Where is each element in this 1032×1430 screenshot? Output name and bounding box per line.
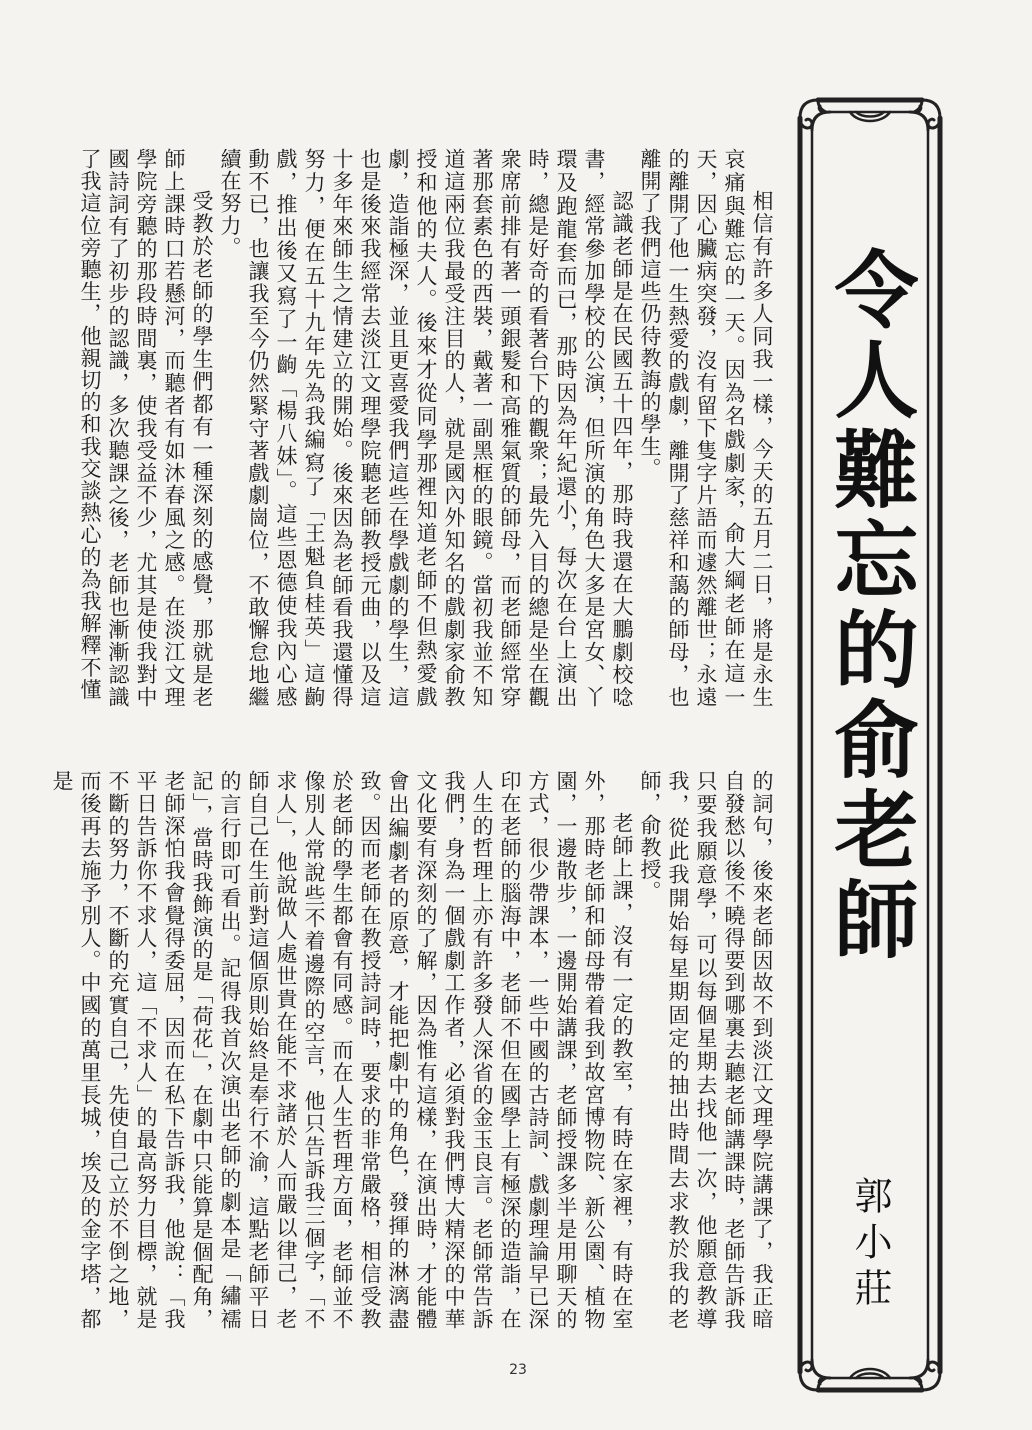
body-text-lower: [50, 770, 776, 1330]
body-text-upper: [78, 148, 776, 708]
page-number: 23: [509, 1362, 527, 1378]
author-name: 郭小莊: [848, 1176, 892, 1314]
title-frame: [796, 96, 944, 1394]
paragraph: 受教於老師的學生們都有一種深刻的感覺，那就是老師上課時口若懸河，而聽者有如沐春風之感。在淡江文理學院旁聽的那段時間裏，使我受益不少，尤其是使我對中國詩詞有了初步的認識，多次聽課之後，老師也漸漸認識了我這位旁聽生，他親切的和我交談熱心的為我解釋不懂: [78, 148, 214, 708]
paragraph: 老師上課，沒有一定的教室，有時在家裡，有時在室外，那時老師和師母帶着我到故宮博物院、新公園、植物園，一邊散步，一邊開始講課，老師授課多半是用聊天的方式，很少帶課本，一些中國的古詩詞、戲劇理論早已深印在老師的腦海中，老師不但在國學上有極深的造詣，在人生的哲理上亦有許多發人深省的金玉良言。老師常告訴我們，身為一個戲劇工作者，必須對我們博大精深的中華文化要有深刻的了解，因為惟有這樣，在演出時，才能體會出編劇者的原意，才能把劇中的角色，發揮的淋漓盡致。因而老師在教授詩詞時，要求的非常嚴格，相信受教於老師的學生都會有同感。而在人生哲理方面，老師並不像別人常說些不着邊際的空言，他只告訴我三個字，「不求人」，他說做人處世貴在能不求諸於人而嚴以律己，老師自己在生前對這個原則始終是奉行不渝，這點老師平日的言行即可看出。記得我首次演出老師的劇本是「繡襦記」，當時我飾演的是「荷花」，在劇中只能算是個配角，老師深怕我會覺得委屈，因而在私下告訴我，他說：「我平日告訴你不求人，這「不求人」的最高努力目標，就是不斷的努力，不斷的充實自己，先使自己立於不倒之地，而後再去施予別人。中國的萬里長城，埃及的金字塔，都是: [50, 770, 634, 1330]
paragraph: 相信有許多人同我一樣，今天的五月二日，將是永生哀痛與難忘的一天。因為名戲劇家，俞大綱老師在這一天，因心臟病突發，沒有留下隻字片語而遽然離世；永遠的離開了他一生熱愛的戲劇，離開了慈祥和藹的師母，也離開了我們這些仍待教誨的學生。: [638, 148, 774, 708]
article-title: 令人難忘的俞老師: [821, 246, 920, 966]
paragraph: 的詞句，後來老師因故不到淡江文理學院講課了，我正暗自發愁以後不曉得要到哪裏去聽老師講課時，老師告訴我只要我願意學，可以每個星期去找他一次，他願意教導我，從此我開始每星期固定的抽出時間去求教於我的老師，俞教授。: [638, 770, 774, 1330]
paragraph: 認識老師是在民國五十四年，那時我還在大鵬劇校唸書，經常參加學校的公演，但所演的角色大多是宮女、丫環及跑龍套而已，那時因為年紀還小，每次在台上演出時，總是好奇的看著台下的觀衆；最先入目的總是坐在觀衆席前排有著一頭銀髮和高雅氣質的師母，而老師經常穿著那套素色的西裝，戴著一副黑框的眼鏡。當初我並不知道這兩位我最受注目的人，就是國內外知名的戲劇家俞教授和他的夫人。後來才從同學那裡知道老師不但熱愛戲劇，造詣極深，並且更喜愛我們這些在學戲劇的學生，這也是後來我經常去淡江文理學院聽老師教授元曲，以及這十多年來師生之情建立的開始。後來因為老師看我還懂得努力，便在五十九年先為我編寫了「王魁負桂英」這齣戲，推出後又寫了一齣「楊八妹」。這些恩德使我內心感動不已，也讓我至今仍然緊守著戲劇崗位，不敢懈怠地繼續在努力。: [218, 148, 634, 708]
